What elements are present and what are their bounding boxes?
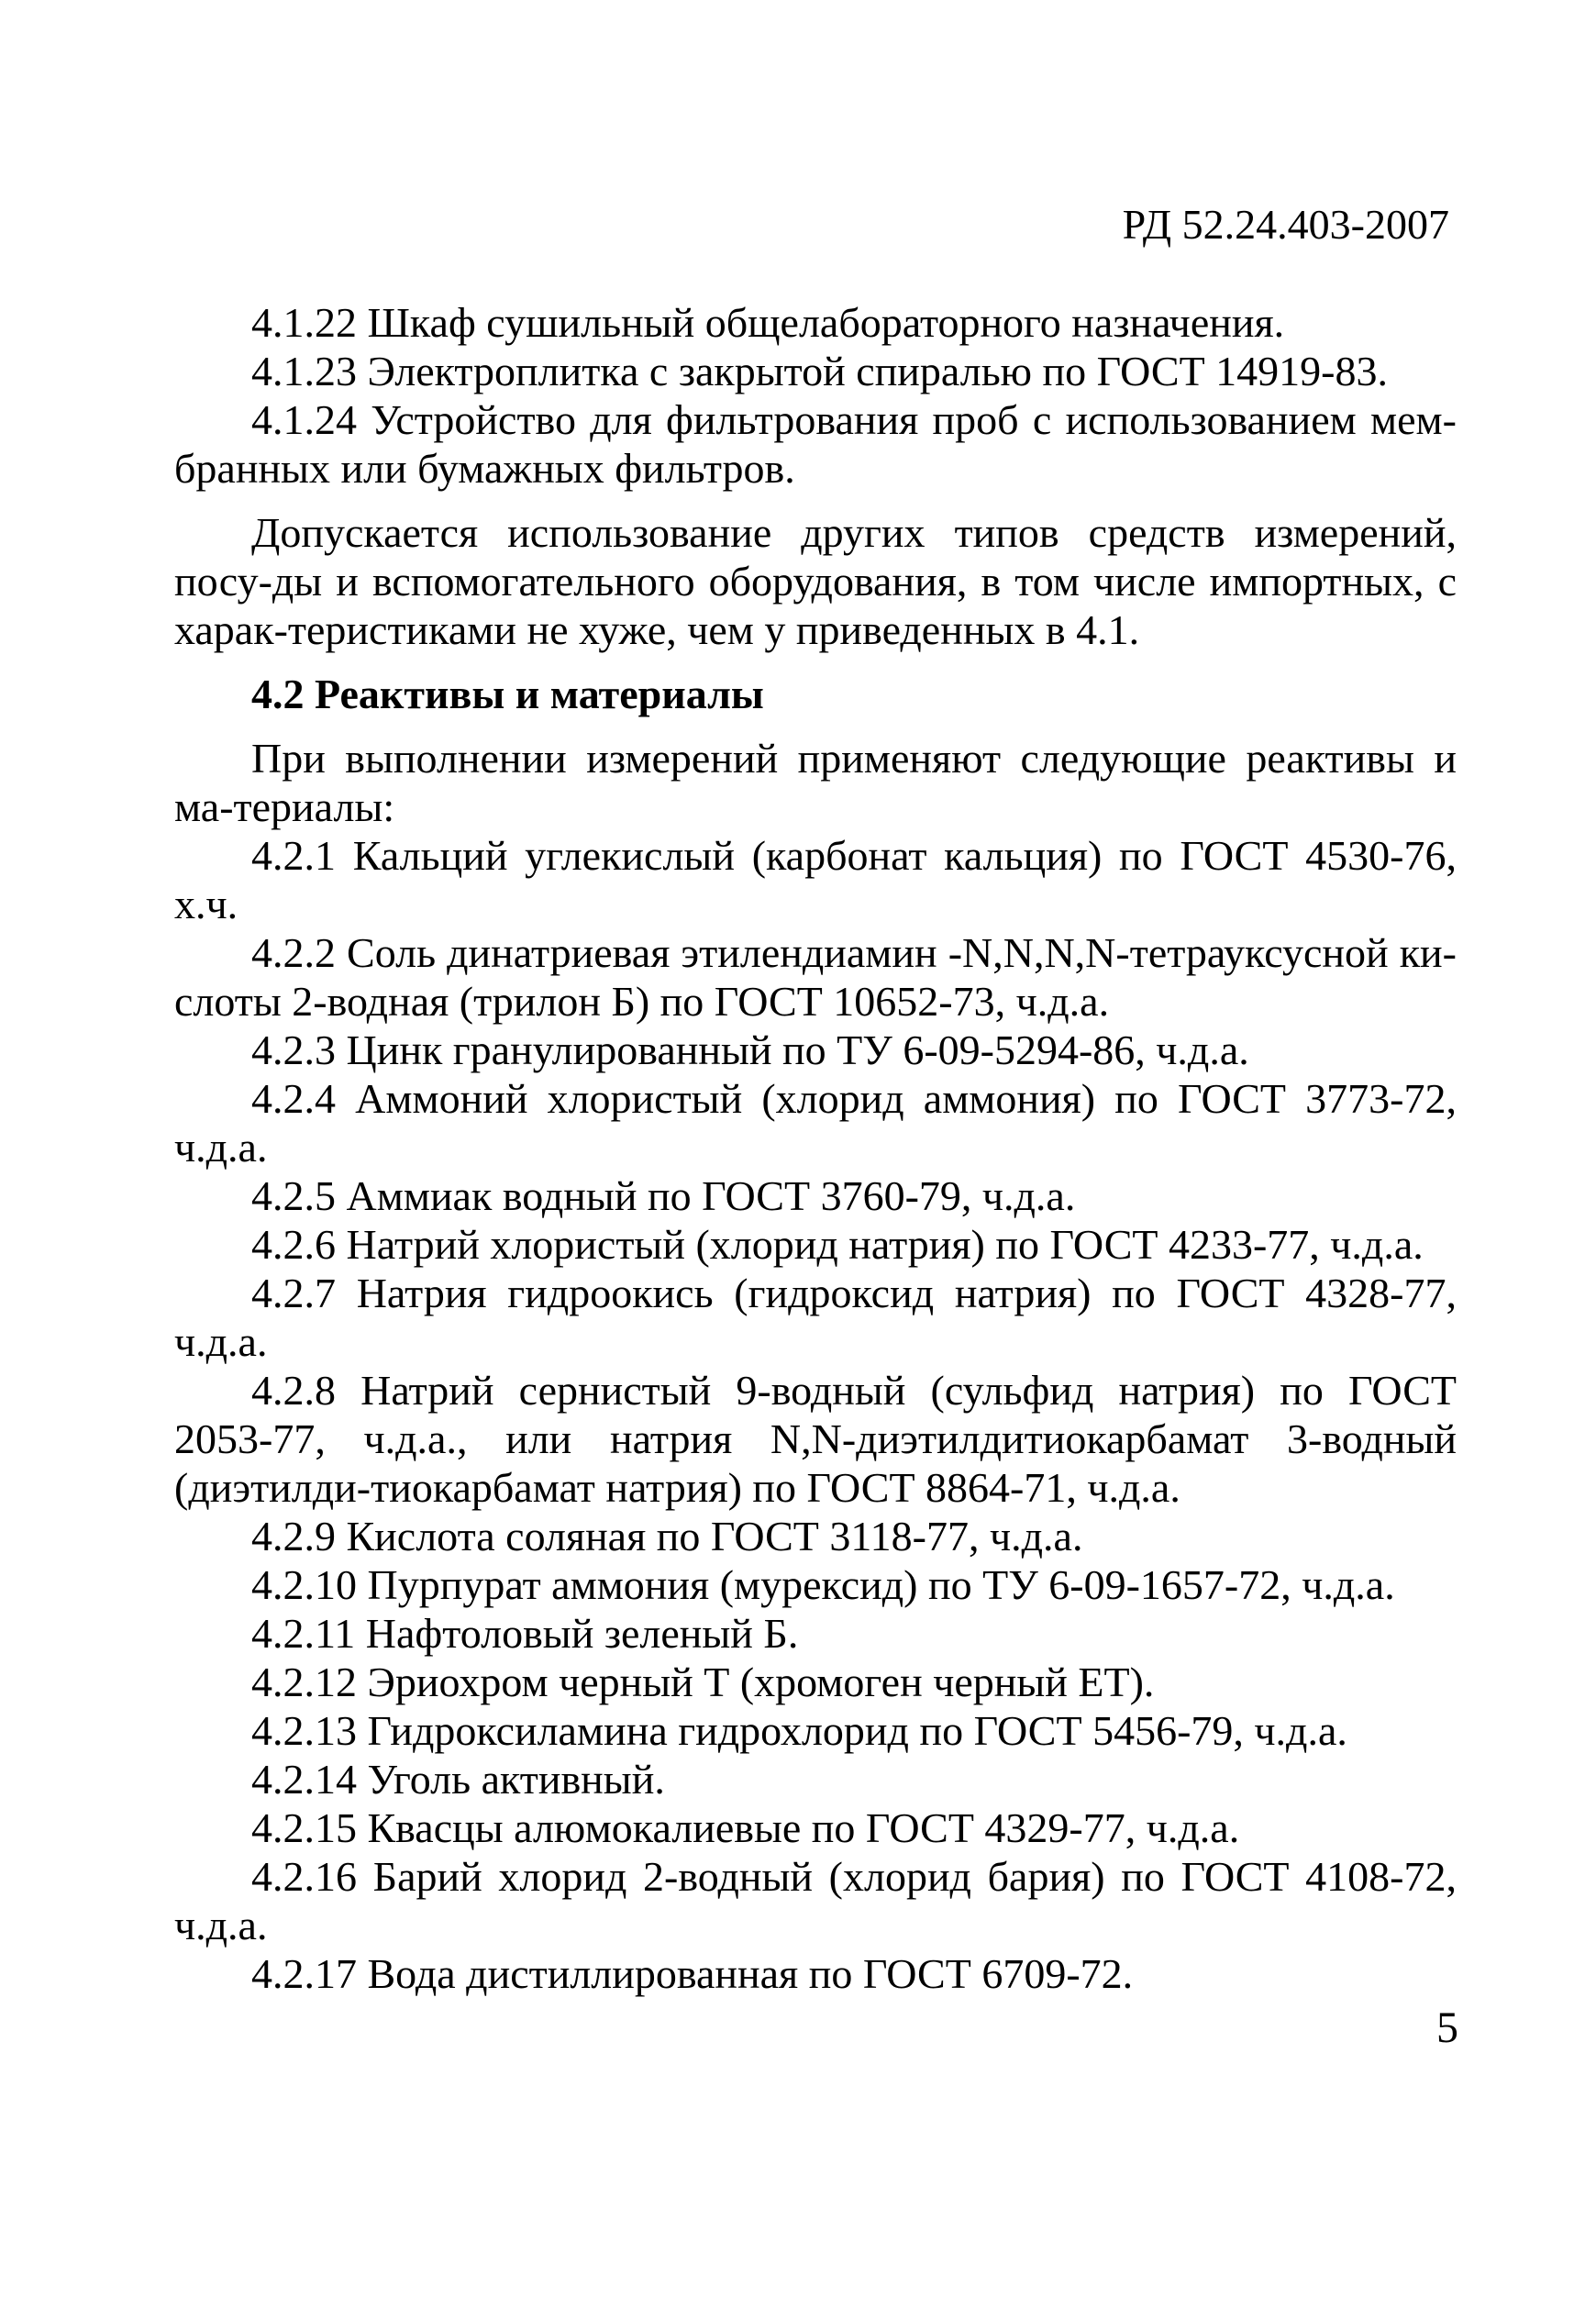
item-4-2-2: 4.2.2 Соль динатриевая этилендиамин -N,N,N,N-тетрауксусной ки-слоты 2-водная (трилон Б) по ГОСТ 10652-73, ч.д.а. xyxy=(174,929,1457,1025)
item-4-2-17: 4.2.17 Вода дистиллированная по ГОСТ 6709-72. xyxy=(251,1950,1134,1997)
item-4-2-15: 4.2.15 Квасцы алюмокалиевые по ГОСТ 4329-77, ч.д.а. xyxy=(251,1804,1240,1851)
item-4-2-12: 4.2.12 Эриохром черный Т (хромоген черный ЕТ). xyxy=(251,1659,1155,1705)
item-4-2-1: 4.2.1 Кальций углекислый (карбонат кальция) по ГОСТ 4530-76, х.ч. xyxy=(174,832,1457,927)
equipment-note: Допускается использование других типов средств измерений, посу-ды и вспомогательного оборудования, в том числе импортных, с харак-теристиками не хуже, чем у приведенных в 4.1. xyxy=(174,509,1457,653)
item-4-2-6: 4.2.6 Натрий хлористый (хлорид натрия) по ГОСТ 4233-77, ч.д.а. xyxy=(251,1221,1424,1268)
item-4-1-22: 4.1.22 Шкаф сушильный общелабораторного назначения. xyxy=(251,299,1285,346)
item-4-2-4: 4.2.4 Аммоний хлористый (хлорид аммония) по ГОСТ 3773-72, ч.д.а. xyxy=(174,1075,1457,1171)
page-number: 5 xyxy=(1436,2003,1458,2052)
section-heading: 4.2 Реактивы и материалы xyxy=(251,671,764,717)
item-4-2-10: 4.2.10 Пурпурат аммония (мурексид) по ТУ 6-09-1657-72, ч.д.а. xyxy=(251,1561,1395,1608)
item-4-1-24: 4.1.24 Устройство для фильтрования проб с использованием мем-бранных или бумажных фильтров. xyxy=(174,396,1457,492)
document-body xyxy=(174,298,1457,1998)
item-4-2-9: 4.2.9 Кислота соляная по ГОСТ 3118-77, ч.д.а. xyxy=(251,1513,1083,1559)
document-code: РД 52.24.403-2007 xyxy=(1122,201,1449,248)
item-4-2-7: 4.2.7 Натрия гидроокись (гидроксид натрия) по ГОСТ 4328-77, ч.д.а. xyxy=(174,1270,1457,1365)
item-4-2-14: 4.2.14 Уголь активный. xyxy=(251,1756,665,1803)
item-4-2-8: 4.2.8 Натрий сернистый 9-водный (сульфид натрия) по ГОСТ 2053-77, ч.д.а., или натрия N,N-диэтилдитиокарбамат 3-водный (диэтилди-тиокарбамат натрия) по ГОСТ 8864-71, ч.д.а. xyxy=(174,1367,1457,1511)
section-intro: При выполнении измерений применяют следующие реактивы и ма-териалы: xyxy=(174,735,1457,830)
item-4-2-5: 4.2.5 Аммиак водный по ГОСТ 3760-79, ч.д.а. xyxy=(251,1172,1076,1219)
item-4-2-16: 4.2.16 Барий хлорид 2-водный (хлорид бария) по ГОСТ 4108-72, ч.д.а. xyxy=(174,1853,1457,1948)
item-4-2-11: 4.2.11 Нафтоловый зеленый Б. xyxy=(251,1610,799,1657)
item-4-2-3: 4.2.3 Цинк гранулированный по ТУ 6-09-5294-86, ч.д.а. xyxy=(251,1026,1249,1073)
item-4-1-23: 4.1.23 Электроплитка с закрытой спиралью по ГОСТ 14919-83. xyxy=(251,348,1388,394)
item-4-2-13: 4.2.13 Гидроксиламина гидрохлорид по ГОСТ 5456-79, ч.д.а. xyxy=(251,1707,1347,1754)
